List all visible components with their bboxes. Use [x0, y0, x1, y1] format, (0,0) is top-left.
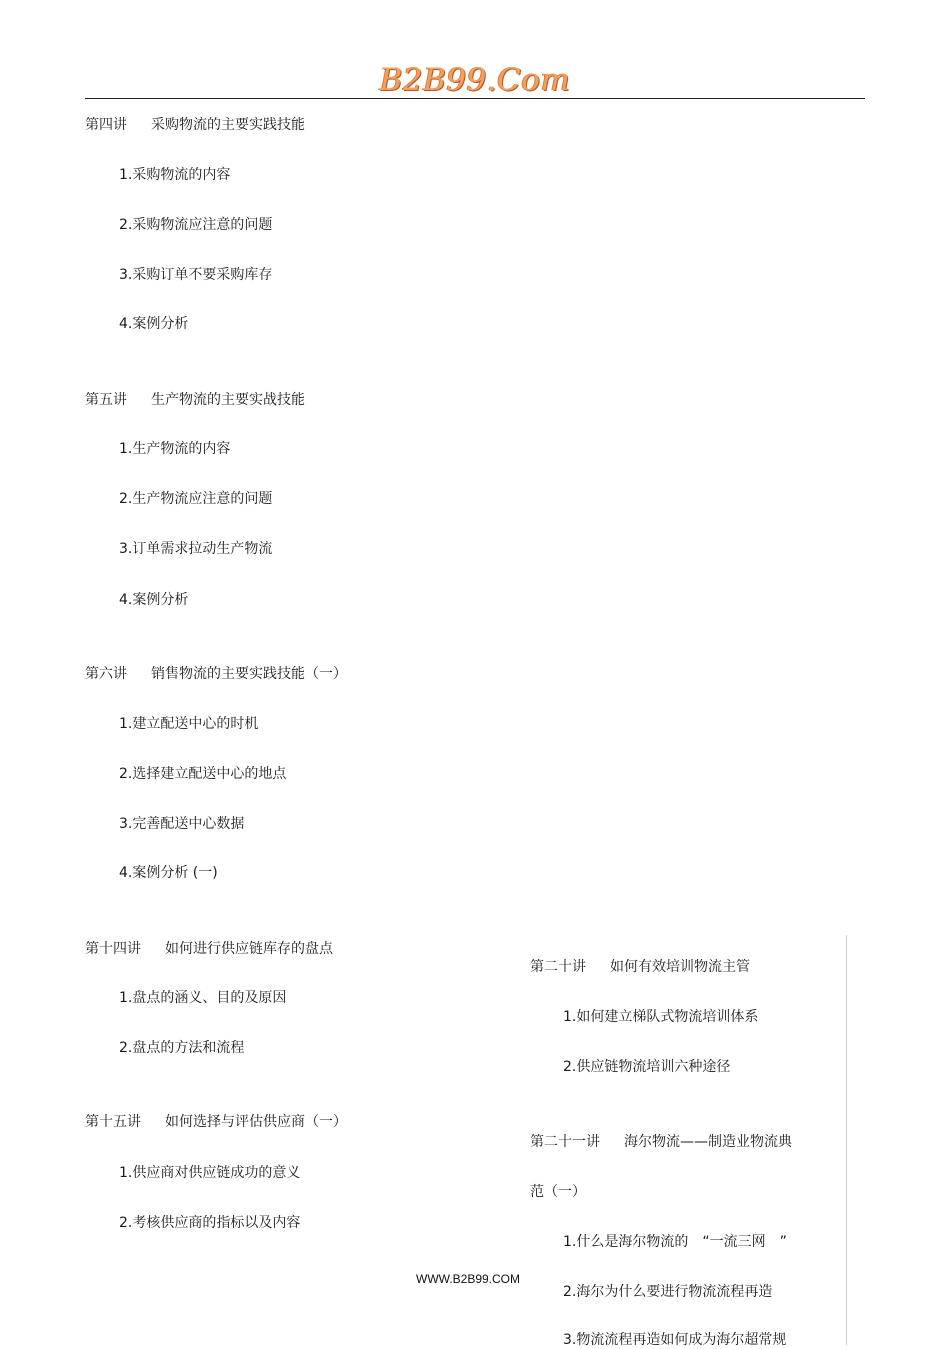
- header-divider: [85, 98, 865, 99]
- lecture-title: 销售物流的主要实践技能（一）: [151, 666, 347, 682]
- lecture-heading: [85, 665, 347, 683]
- list-item: 2.采购物流应注意的问题: [119, 217, 273, 233]
- list-item: 1.什么是海尔物流的 “一流三网 ”: [563, 1234, 787, 1250]
- list-item: 1.供应商对供应链成功的意义: [119, 1165, 301, 1181]
- list-item: 1.盘点的涵义、目的及原因: [119, 990, 287, 1006]
- list-item: 2.盘点的方法和流程: [119, 1040, 245, 1056]
- lecture-heading: [85, 1113, 347, 1131]
- lecture-title: 生产物流的主要实战技能: [151, 392, 305, 408]
- lecture-number: 第十五讲: [85, 1114, 141, 1130]
- lecture-title: 采购物流的主要实践技能: [151, 117, 305, 133]
- list-item: 3.订单需求拉动生产物流: [119, 541, 273, 557]
- lecture-title: 如何有效培训物流主管: [610, 959, 750, 975]
- list-item: 1.采购物流的内容: [119, 167, 231, 183]
- column-divider: [846, 935, 847, 1345]
- list-item: 4.案例分析 (一): [119, 865, 218, 881]
- lecture-title-continued: 范（一）: [530, 1184, 586, 1200]
- list-item: 2.供应链物流培训六种途径: [563, 1059, 731, 1075]
- lecture-number: 第二十一讲: [530, 1134, 600, 1150]
- lecture-heading: [85, 940, 333, 958]
- lecture-heading: [85, 116, 305, 134]
- lecture-title: 如何选择与评估供应商（一）: [165, 1114, 347, 1130]
- list-item: 4.案例分析: [119, 316, 189, 332]
- lecture-number: 第五讲: [85, 392, 127, 408]
- lecture-number: 第二十讲: [530, 959, 586, 975]
- list-item: 4.案例分析: [119, 592, 189, 608]
- list-item: 2.生产物流应注意的问题: [119, 491, 273, 507]
- list-item: 1.如何建立梯队式物流培训体系: [563, 1009, 759, 1025]
- lecture-title: 海尔物流——制造业物流典: [624, 1134, 792, 1150]
- lecture-heading: [530, 958, 750, 976]
- list-item: 3.完善配送中心数据: [119, 816, 245, 832]
- lecture-heading: [530, 1133, 792, 1151]
- list-item: 1.生产物流的内容: [119, 441, 231, 457]
- list-item: 3.采购订单不要采购库存: [119, 267, 273, 283]
- lecture-heading: [85, 391, 305, 409]
- lecture-title: 如何进行供应链库存的盘点: [165, 941, 333, 957]
- lecture-number: 第十四讲: [85, 941, 141, 957]
- site-logo: B2B99.Com: [379, 62, 571, 98]
- list-item: 2.考核供应商的指标以及内容: [119, 1215, 301, 1231]
- list-item: 1.建立配送中心的时机: [119, 716, 259, 732]
- footer-url: WWW.B2B99.COM: [416, 1272, 521, 1286]
- list-item: 2.选择建立配送中心的地点: [119, 766, 287, 782]
- list-item: 3.物流流程再造如何成为海尔超常规: [563, 1332, 787, 1348]
- lecture-number: 第四讲: [85, 117, 127, 133]
- lecture-number: 第六讲: [85, 666, 127, 682]
- list-item: 2.海尔为什么要进行物流流程再造: [563, 1284, 773, 1300]
